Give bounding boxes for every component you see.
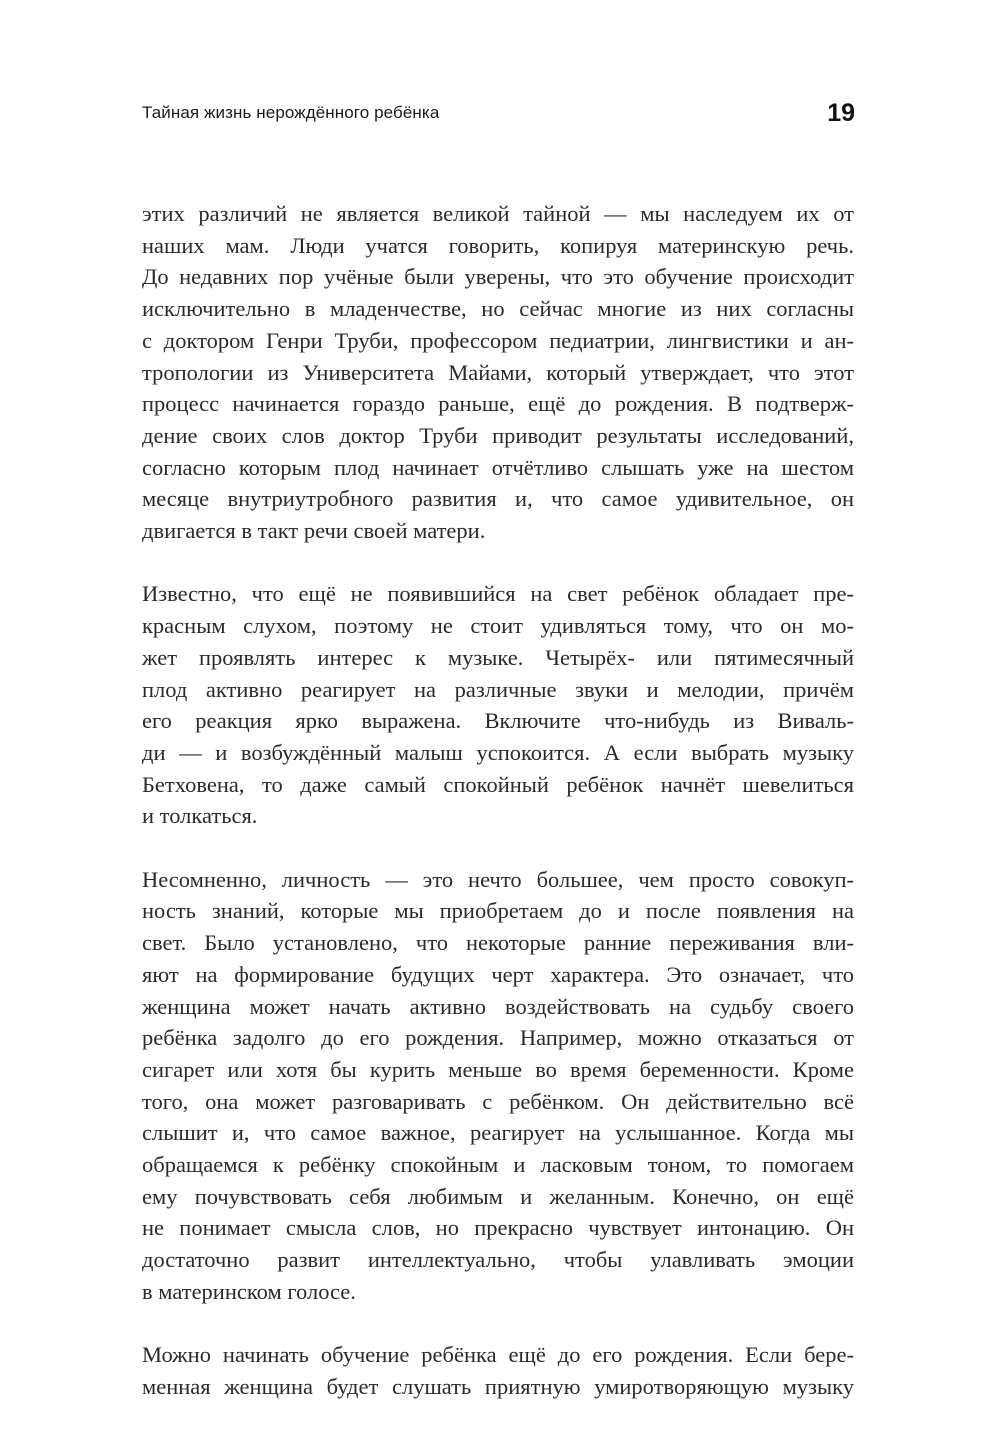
text-line: ребёнка задолго до его рождения. Например, можно отказаться от — [142, 1025, 854, 1051]
text-line: того, она может разговаривать с ребёнком. Он действительно всё — [142, 1088, 854, 1114]
text-line: Несомненно, личность — это нечто большее, чем просто совокуп- — [142, 866, 854, 892]
text-line: жет проявлять интерес к музыке. Четырёх- или пятимесячный — [142, 644, 854, 670]
text-line: месяце внутриутробного развития и, что самое удивительное, он — [142, 486, 854, 512]
paragraph-4 — [142, 1339, 854, 1402]
text-line: этих различий не является великой тайной — мы наследуем их от — [142, 201, 854, 226]
body-text — [142, 198, 854, 1434]
text-line: плод активно реагирует на различные звуки и мелодии, причём — [142, 676, 854, 702]
text-line: обращаемся к ребёнку спокойным и ласковым тоном, то помогаем — [142, 1152, 854, 1178]
text-line: красным слухом, поэтому не стоит удивляться тому, что он мо- — [142, 613, 854, 639]
running-title: Тайная жизнь нерождённого ребёнка — [142, 103, 440, 122]
text-line: дение своих слов доктор Труби приводит результаты исследований, — [142, 422, 854, 448]
text-line: Известно, что ещё не появившийся на свет ребёнок обладает пре- — [142, 581, 854, 607]
text-line: свет. Было установлено, что некоторые ранние переживания вли- — [142, 930, 854, 956]
text-line: наших мам. Люди учатся говорить, копируя материнскую речь. — [142, 232, 854, 258]
paragraph-3 — [142, 864, 854, 1308]
text-line: яют на формирование будущих черт характера. Это означает, что — [142, 961, 854, 987]
text-line: тропологии из Университета Майами, который утверждает, что этот — [142, 359, 854, 385]
text-line: процесс начинается гораздо раньше, ещё до рождения. В подтверж- — [142, 391, 854, 417]
page-number: 19 — [827, 99, 855, 127]
text-line: двигается в такт речи своей матери. — [142, 518, 486, 544]
text-line: менная женщина будет слушать приятную умиротворяющую музыку — [142, 1373, 854, 1399]
text-line: не понимает смысла слов, но прекрасно чувствует интонацию. Он — [142, 1215, 854, 1241]
text-line: ди — и возбуждённый малыш успокоится. А если выбрать музыку — [142, 739, 854, 765]
text-line: достаточно развит интеллектуально, чтобы улавливать эмоции — [142, 1247, 854, 1273]
text-line: До недавних пор учёные были уверены, что это обучение происходит — [142, 264, 854, 290]
text-line: исключительно в младенчестве, но сейчас многие из них согласны — [142, 296, 854, 322]
text-line: с доктором Генри Труби, профессором педиатрии, лингвистики и ан- — [142, 327, 854, 353]
paragraph-2 — [142, 578, 854, 832]
text-line: Бетховена, то даже самый спокойный ребёнок начнёт шевелиться — [142, 771, 854, 797]
text-line: сигарет или хотя бы курить меньше во время беременности. Кроме — [142, 1056, 854, 1082]
text-line: в материнском голосе. — [142, 1278, 356, 1304]
text-line: согласно которым плод начинает отчётливо слышать уже на шестом — [142, 454, 854, 480]
paragraph-1 — [142, 198, 854, 547]
text-line: ему почувствовать себя любимым и желанным. Конечно, он ещё — [142, 1183, 854, 1209]
text-line: слышит и, что самое важное, реагирует на услышанное. Когда мы — [142, 1120, 854, 1146]
text-line: и толкаться. — [142, 803, 258, 829]
text-line: ность знаний, которые мы приобретаем до и после появления на — [142, 898, 854, 924]
text-line: Можно начинать обучение ребёнка ещё до его рождения. Если бере- — [142, 1342, 854, 1368]
text-line: его реакция ярко выражена. Включите что-нибудь из Виваль- — [142, 708, 854, 734]
text-line: женщина может начать активно воздействовать на судьбу своего — [142, 993, 854, 1019]
